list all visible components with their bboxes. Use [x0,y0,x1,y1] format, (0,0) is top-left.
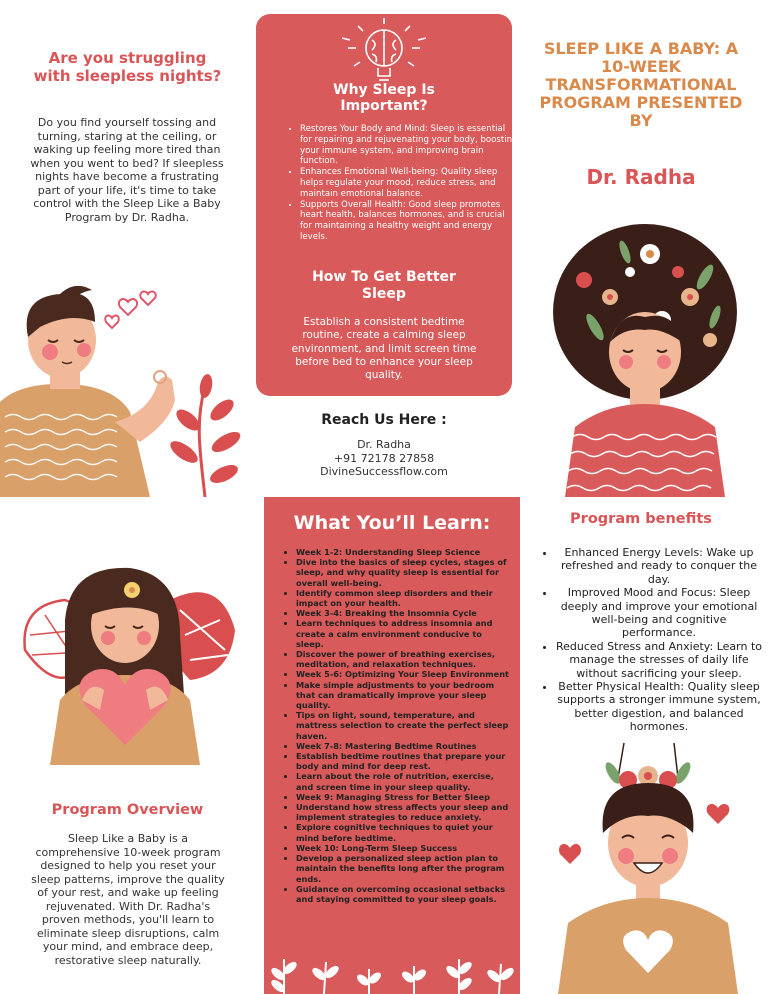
better-sleep-tips: Establish a consistent bedtime routine, create a calming sleep environment, and limit screen time before bed to enhance your sleep quality. [291,316,477,382]
why-sleep-list [284,124,518,243]
meditating-man-illustration [0,282,255,497]
why-sleep-panel [256,14,518,396]
leaf-border-icon [264,944,520,994]
what-you-learn-heading: What You’ll Learn: [293,512,491,534]
learn-item: • Week 10: Long-Term Sleep Success [296,843,511,853]
woman-heart-illustration [20,560,240,765]
benefit-item: • Enhanced Energy Levels: Wake up refreshed and ready to conquer the day. [556,546,762,586]
program-title: SLEEP LIKE A BABY: A 10-WEEK TRANSFORMATIONAL PROGRAM PRESENTED BY [539,39,743,130]
better-sleep-heading: How To Get Better Sleep [312,269,456,302]
contact-phone: +91 72178 27858 [333,452,435,465]
why-sleep-bullet: • Restores Your Body and Mind: Sleep is essential for repairing and rejuvenating your body, boosting your immune system, and improving brain function. [300,124,518,167]
smiling-boy-illustration [548,738,748,994]
learn-item: • Week 7-8: Mastering Bedtime Routines [296,741,511,751]
benefits-heading: Program benefits [570,511,712,527]
flower-hair-woman-illustration [550,222,740,497]
benefit-item: • Better Physical Health: Quality sleep supports a stronger immune system, better digestion, and balanced hormones. [556,680,762,734]
leaf-branch-icon [167,373,243,497]
learn-item: • Week 5-6: Optimizing Your Sleep Environment [296,669,511,679]
contact-heading: Reach Us Here : [321,412,447,428]
contact-name: Dr. Radha [357,438,411,451]
learn-item: • Make simple adjustments to your bedroom that can dramatically improve your sleep quality. [296,680,511,711]
author-name: Dr. Radha [586,165,696,189]
learn-item: • Tips on light, sound, temperature, and mattress selection to create the perfect sleep haven. [296,710,511,741]
struggling-heading: Are you struggling with sleepless nights? [33,49,222,85]
learn-item: • Dive into the basics of sleep cycles, stages of sleep, and why quality sleep is essential for overall well-being. [296,557,511,588]
benefit-item: • Improved Mood and Focus: Sleep deeply and improve your emotional well-being and cognitive performance. [556,586,762,640]
hearts-icon [105,291,156,328]
learn-item: • Understand how stress affects your sleep and implement strategies to reduce anxiety. [296,802,511,822]
learn-item: • Week 3-4: Breaking the Insomnia Cycle [296,608,511,618]
learn-item: • Week 9: Managing Stress for Better Sleep [296,792,511,802]
learn-item: • Guidance on overcoming occasional setbacks and staying committed to your sleep goals. [296,884,511,904]
why-sleep-bullet: • Enhances Emotional Well-being: Quality sleep helps regulate your mood, reduce stress, and maintain emotional balance. [300,167,518,199]
brain-lightbulb-icon [334,16,434,86]
why-sleep-bullet: • Supports Overall Health: Good sleep promotes heart health, balances hormones, and is crucial for maintaining a healthy weight and energy levels. [300,200,518,243]
learn-item: • Week 1-2: Understanding Sleep Science [296,547,511,557]
learn-item: • Learn about the role of nutrition, exercise, and screen time in your sleep quality. [296,771,511,791]
learn-item: • Discover the power of breathing exercises, meditation, and relaxation techniques. [296,649,511,669]
intro-paragraph: Do you find yourself tossing and turning, staring at the ceiling, or waking up feeling more tired than when you went to bed? If sleepless nights have become a frustrating part of your life, it's time to take control with the Sleep Like a Baby Program by Dr. Radha. [30,116,224,224]
contact-website[interactable]: DivineSuccessflow.com [320,465,448,478]
learn-item: • Explore cognitive techniques to quiet your mind before bedtime. [296,822,511,842]
why-sleep-heading: Why Sleep Is Important? [333,82,435,114]
learn-item: • Establish bedtime routines that prepare your body and mind for deep rest. [296,751,511,771]
learn-item: • Identify common sleep disorders and their impact on your health. [296,588,511,608]
benefits-list [540,546,762,734]
overview-heading: Program Overview [51,802,204,818]
learn-item: • Learn techniques to address insomnia and create a calm environment conducive to sleep. [296,618,511,649]
what-you-learn-panel [264,497,520,994]
learn-list [280,547,511,904]
overview-paragraph: Sleep Like a Baby is a comprehensive 10-week program designed to help you reset your sleep patterns, improve the quality of your rest, and wake up feeling rejuvenated. With Dr. Radha's proven methods, you'll learn to eliminate sleep disruptions, calm your mind, and embrace deep, restorative sleep naturally. [31,832,225,967]
learn-item: • Develop a personalized sleep action plan to maintain the benefits long after the program ends. [296,853,511,884]
benefit-item: • Reduced Stress and Anxiety: Learn to manage the stresses of daily life without sacrificing your sleep. [556,640,762,680]
